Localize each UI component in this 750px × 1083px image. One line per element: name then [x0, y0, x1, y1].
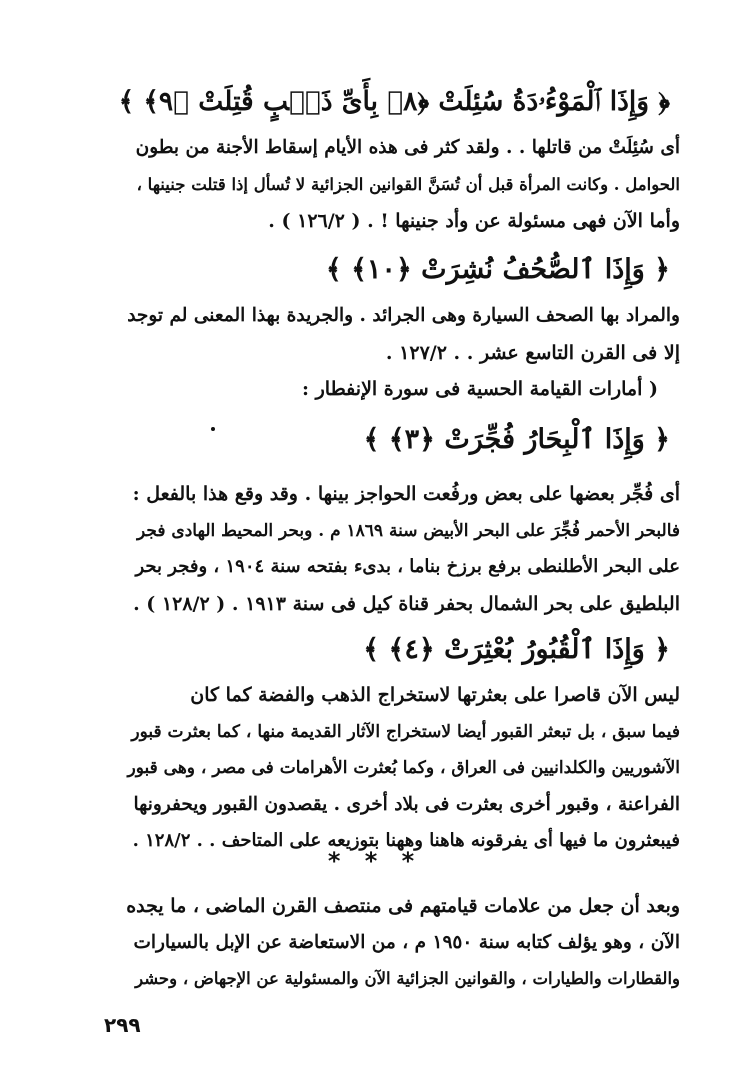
text-line: وأما الآن فهى مسئولة عن وأد جنينها ! . ( ١٢٦/٢ ) . [268, 210, 680, 232]
verse-line-1: ﴿ وَإِذَا ٱلْمَوْءُۥدَةُ سُئِلَتْ ﴿٨﴾ بِأَىِّ ذَنۢبٍ قُتِلَتْ ﴿٩﴾ ﴾ [118, 86, 670, 117]
text-line: الحوامل . وكانت المرأة قبل أن تُسَنَّ القوانين الجزائية لا تُسأل إذا قتلت جنينها ، [136, 174, 680, 194]
section-heading: ( أمارات القيامة الحسية فى سورة الإنفطار : [301, 378, 658, 400]
text-line: ليس الآن قاصرا على بعثرتها لاستخراج الذهب والفضة كما كان [190, 684, 680, 706]
paragraph-3 [122, 476, 680, 622]
ink-dot [211, 427, 215, 431]
paragraph-5 [122, 888, 680, 998]
text-line: فيما سبق ، بل تبعثر القبور أيضا لاستخراج الآثار القديمة منها ، كما بعثرت قبور [131, 721, 680, 742]
text-line: الآن ، وهو يؤلف كتابه سنة ١٩٥٠ م ، من الاستعاضة عن الإبل بالسيارات [133, 931, 680, 953]
text-line: أى فُجِّر بعضها على بعض ورفُعت الحواجز بينها . وقد وقع هذا بالفعل : [132, 483, 680, 505]
text-line: وبعد أن جعل من علامات قيامتهم فى منتصف القرن الماضى ، ما يجده [126, 895, 680, 917]
text-line: الفراعنة ، وقبور أخرى بعثرت فى بلاد أخرى . يقصدون القبور ويحفرونها [133, 793, 680, 815]
verse-line-3: ﴿ وَإِذَا ٱلْبِحَارُ فُجِّرَتْ ﴿٣﴾ ﴾ [363, 424, 670, 455]
text-line: أى سُئِلَتْ من قاتلها . . ولقد كثر فى هذه الأيام إسقاط الأجنة من بطون [135, 137, 680, 158]
text-line: فالبحر الأحمر فُجِّرَ على البحر الأبيض سنة ١٨٦٩ م . وبحر المحيط الهادى فجر [137, 520, 680, 541]
paragraph-1 [122, 130, 680, 240]
paragraph-4 [122, 677, 680, 860]
section-separator: * * * [327, 847, 423, 875]
paragraph-2 [122, 298, 680, 408]
text-line: فيبعثرون ما فيها أى يفرقونه هاهنا وههنا بتوزيعه على المتاحف . . ١٢٨/٢ . [132, 830, 680, 851]
text-line: إلا فى القرن التاسع عشر . . ١٢٧/٢ . [385, 341, 680, 364]
text-line: والمراد بها الصحف السيارة وهى الجرائد . والجريدة بهذا المعنى لم توجد [127, 305, 680, 326]
page-number: ٢٩٩ [104, 1013, 141, 1037]
text-line: الآشوريين والكلدانيين فى العراق ، وكما بُعثرت الأهرامات فى مصر ، وهى قبور [127, 758, 680, 778]
text-line: على البحر الأطلنطى برفع برزخ بناما ، بدىء بفتحه سنة ١٩٠٤ ، وفجر بحر [135, 556, 680, 577]
verse-line-2: ﴿ وَإِذَا ٱلصُّحُفُ نُشِرَتْ ﴿١٠﴾ ﴾ [325, 254, 670, 285]
text-line: البلطيق على بحر الشمال بحفر قناة كيل فى سنة ١٩١٣ . ( ١٢٨/٢ ) . [133, 592, 680, 615]
text-line: والقطارات والطيارات ، والقوانين الجزائية الآن والمسئولية عن الإجهاض ، وحشر [135, 969, 680, 988]
verse-line-4: ﴿ وَإِذَا ٱلْقُبُورُ بُعْثِرَتْ ﴿٤﴾ ﴾ [363, 634, 670, 665]
